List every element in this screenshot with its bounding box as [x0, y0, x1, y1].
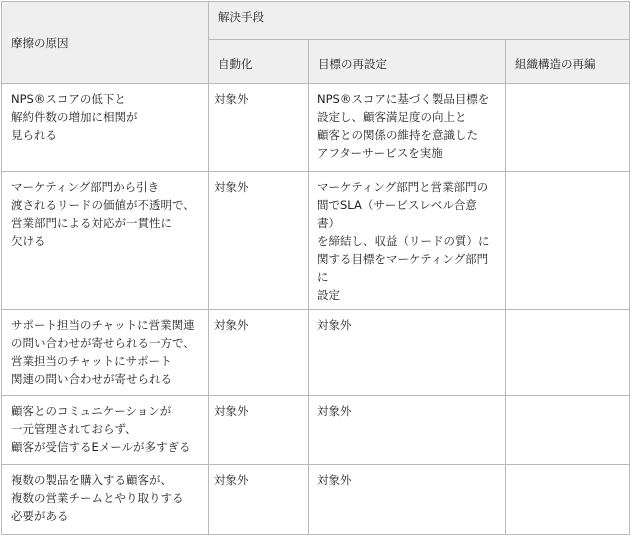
- cell-goal-reset: 対象外: [309, 396, 506, 465]
- table-body: [2, 84, 630, 535]
- table-row: [2, 310, 630, 396]
- cell-cause: 顧客とのコミュニケーションが 一元管理されておらず、 顧客が受信するEメールが多すぎる: [2, 396, 209, 465]
- cell-automation: 対象外: [209, 396, 309, 465]
- cell-cause: 複数の製品を購入する顧客が、 複数の営業チームとやり取りする 必要がある: [2, 465, 209, 535]
- cell-goal-reset: 対象外: [309, 465, 506, 535]
- cell-goal-reset: NPS®スコアに基づく製品目標を 設定し、顧客満足度の向上と 顧客との関係の維持を意識した アフターサービスを実施: [309, 84, 506, 172]
- header-cause: 摩擦の原因: [2, 2, 209, 84]
- header-goal-reset: 目標の再設定: [309, 40, 506, 84]
- friction-solution-table: [1, 1, 630, 535]
- table-row: [2, 465, 630, 535]
- cell-goal-reset: 対象外: [309, 310, 506, 396]
- cell-reorganization: [506, 84, 630, 172]
- cell-automation: 対象外: [209, 84, 309, 172]
- cell-cause: マーケティング部門から引き 渡されるリードの価値が不透明で、 営業部門による対応が一貫性に 欠ける: [2, 172, 209, 310]
- cell-reorganization: [506, 396, 630, 465]
- header-automation: 自動化: [209, 40, 309, 84]
- cell-automation: 対象外: [209, 465, 309, 535]
- header-reorganization: 組織構造の再編: [506, 40, 630, 84]
- cell-reorganization: [506, 310, 630, 396]
- cell-reorganization: [506, 172, 630, 310]
- table-row: [2, 84, 630, 172]
- table-row: [2, 396, 630, 465]
- cell-reorganization: [506, 465, 630, 535]
- friction-solution-table-container: [1, 1, 629, 535]
- table-header: [2, 2, 630, 84]
- header-row-top: [2, 2, 630, 40]
- cell-goal-reset: マーケティング部門と営業部門の 間でSLA（サービスレベル合意書） を締結し、収益（リードの質）に 関する目標をマーケティング部門に 設定: [309, 172, 506, 310]
- table-row: [2, 172, 630, 310]
- cell-automation: 対象外: [209, 310, 309, 396]
- cell-automation: 対象外: [209, 172, 309, 310]
- header-solution-group: 解決手段: [209, 2, 630, 40]
- cell-cause: サポート担当のチャットに営業関連 の問い合わせが寄せられる一方で、 営業担当のチャットにサポート 関連の問い合わせが寄せられる: [2, 310, 209, 396]
- cell-cause: NPS®スコアの低下と 解約件数の増加に相関が 見られる: [2, 84, 209, 172]
